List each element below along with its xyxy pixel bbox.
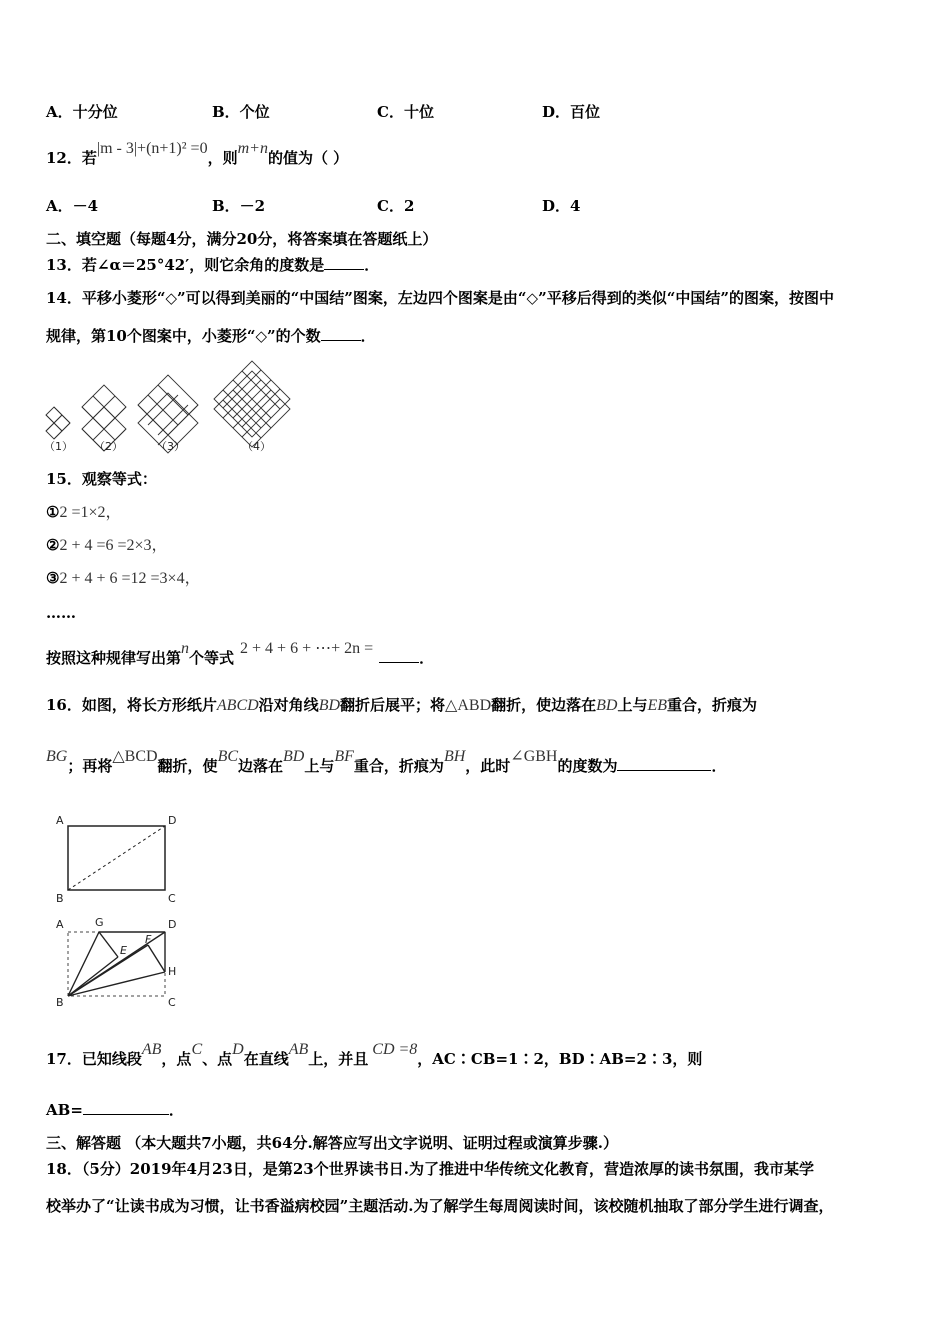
fig2-label-f: F bbox=[145, 933, 152, 946]
q12-option-d: D．4 bbox=[542, 197, 581, 215]
q13-text: 13．若∠α＝25°42′，则它余角的度数是 bbox=[46, 256, 325, 274]
q16-l2-e: 重合，折痕为 bbox=[353, 757, 444, 775]
q14-figure bbox=[44, 355, 296, 455]
q16-l2-c: 边落在 bbox=[238, 757, 284, 775]
q15-prompt-a: 按照这种规律写出第 bbox=[46, 649, 182, 667]
q16-l1-a: 16．如图，将长方形纸片 bbox=[46, 696, 217, 714]
section3-title: 三、解答题 （本大题共7小题，共64分.解答应写出文字说明、证明过程或演算步骤.） bbox=[46, 1134, 618, 1152]
q12-expression-2: m+n bbox=[237, 140, 268, 157]
segment-hf bbox=[148, 945, 165, 972]
q16-l2-f: ，此时 bbox=[465, 757, 511, 775]
q16-l1-b: 沿对角线 bbox=[258, 696, 319, 714]
q16-end: ． bbox=[711, 757, 727, 775]
q16-figure-2 bbox=[52, 914, 192, 1009]
q17-e: 在直线 bbox=[243, 1050, 289, 1068]
q13-stem bbox=[46, 255, 379, 275]
q17-cd: CD =8 bbox=[372, 1041, 418, 1058]
q16-figure-1 bbox=[52, 812, 192, 907]
q16-angle-gbh: ∠GBH bbox=[510, 748, 558, 765]
q15-eq1-text: 2 =1×2， bbox=[59, 504, 122, 521]
q16-bd: BD bbox=[318, 697, 341, 714]
q16-l2-d: 上与 bbox=[304, 757, 335, 775]
q12-option-c: C．2 bbox=[377, 197, 415, 215]
pattern-4-label: （4） bbox=[242, 440, 271, 453]
fig2-label-a: A bbox=[56, 918, 64, 931]
q16-eb: EB bbox=[647, 697, 668, 714]
q15-eq1-mark: ① bbox=[46, 503, 60, 521]
fig2-label-e: E bbox=[120, 944, 127, 957]
q13-answer-blank[interactable] bbox=[324, 255, 364, 270]
q15-prompt-b: 个等式 bbox=[189, 649, 235, 667]
pattern-1-label: （1） bbox=[44, 440, 73, 453]
q12-option-b: B．－2 bbox=[212, 197, 266, 215]
q16-abcd: ABCD bbox=[216, 697, 259, 714]
q16-bg: BG bbox=[46, 748, 68, 765]
pattern-1 bbox=[46, 407, 70, 439]
q12-expression: |m - 3|+(n+1)² =0 bbox=[96, 140, 208, 157]
q15-eq3 bbox=[46, 568, 201, 589]
q16-answer-blank[interactable] bbox=[617, 756, 711, 771]
q15-eq2 bbox=[46, 535, 168, 556]
q15-eq2-text: 2 + 4 =6 =2×3， bbox=[59, 537, 168, 554]
q17-answer bbox=[46, 1100, 184, 1120]
q15-answer-blank[interactable] bbox=[379, 648, 419, 663]
q11-option-b: B．个位 bbox=[212, 103, 270, 121]
segment-ge bbox=[99, 932, 118, 957]
q16-l2-a: ；再将 bbox=[67, 757, 113, 775]
q15-eq3-mark: ③ bbox=[46, 569, 60, 587]
fig2-label-b: B bbox=[56, 996, 64, 1009]
q16-l2-g: 的度数为 bbox=[557, 757, 618, 775]
q17-answer-blank[interactable] bbox=[83, 1100, 169, 1115]
q17-d: D bbox=[232, 1041, 244, 1058]
q16-bh: BH bbox=[443, 748, 466, 765]
q16-bd-3: BD bbox=[283, 748, 305, 765]
q12-option-a: A．－4 bbox=[46, 197, 99, 215]
pattern-4 bbox=[214, 361, 290, 447]
q16-l1-c: 翻折后展平；将 bbox=[340, 696, 446, 714]
q14-line2-text: 规律，第10个图案中，小菱形“◇”的个数 bbox=[46, 327, 321, 345]
q17-stem bbox=[46, 1041, 703, 1070]
q17-ab: AB bbox=[141, 1041, 162, 1058]
q11-option-a: A．十分位 bbox=[46, 103, 118, 121]
q15-eq1 bbox=[46, 502, 122, 523]
q14-line1: 14．平移小菱形“◇”可以得到美丽的“中国结”图案，左边四个图案是由“◇”平移后得到的类似“中国结”的图案，按图中 bbox=[46, 289, 834, 307]
q15-prompt bbox=[46, 640, 435, 669]
fig2-label-g: G bbox=[95, 916, 104, 929]
q17-a: 17．已知线段 bbox=[46, 1050, 142, 1068]
q16-l1-f: 重合，折痕为 bbox=[667, 696, 758, 714]
q17-c: C bbox=[191, 1041, 203, 1058]
q17-ab-2: AB bbox=[288, 1041, 309, 1058]
diagonal-bd bbox=[68, 826, 165, 890]
q13-end: ． bbox=[364, 256, 380, 274]
q12-mid: ，则 bbox=[207, 149, 238, 167]
q15-expression: 2 + 4 + 6 + ⋯+ 2n = bbox=[240, 640, 374, 657]
q12-number: 12．若 bbox=[46, 149, 97, 167]
q15-dots: …… bbox=[46, 604, 76, 622]
q16-line2 bbox=[46, 748, 727, 777]
q17-f: 上，并且 bbox=[308, 1050, 369, 1068]
q17-answer-label: AB= bbox=[46, 1101, 83, 1119]
q14-end: ． bbox=[360, 327, 376, 345]
q14-answer-blank[interactable] bbox=[321, 326, 361, 341]
q16-l1-d: 翻折，使边落在 bbox=[491, 696, 597, 714]
fig1-label-a: A bbox=[56, 814, 64, 827]
q18-line2: 校举办了“让读书成为习惯，让书香溢病校园”主题活动.为了解学生每周阅读时间，该校随机抽取了部分学生进行调查， bbox=[46, 1197, 834, 1215]
q12-stem bbox=[46, 140, 349, 169]
q15-title: 15．观察等式： bbox=[46, 470, 157, 488]
q16-l2-b: 翻折，使 bbox=[157, 757, 218, 775]
fig2-label-c: C bbox=[168, 996, 176, 1009]
q17-cc: 、点 bbox=[202, 1050, 233, 1068]
fig2-label-d: D bbox=[168, 918, 177, 931]
q15-end: ． bbox=[419, 649, 435, 667]
pattern-3-label: （3） bbox=[156, 440, 185, 453]
q17-g: ，AC∶CB=1∶2，BD∶AB=2∶3，则 bbox=[417, 1050, 703, 1068]
q15-eq3-text: 2 + 4 + 6 =12 =3×4， bbox=[59, 570, 201, 587]
q11-option-d: D．百位 bbox=[542, 103, 601, 121]
q16-bd-2: BD bbox=[596, 697, 618, 714]
fig1-label-c: C bbox=[168, 892, 176, 905]
q16-bf: BF bbox=[334, 748, 354, 765]
pattern-2-label: （2） bbox=[94, 440, 123, 453]
fig1-label-b: B bbox=[56, 892, 64, 905]
q17-end: ． bbox=[168, 1101, 184, 1119]
q14-line2 bbox=[46, 326, 376, 346]
q15-n: n bbox=[181, 640, 190, 657]
q11-option-c: C．十位 bbox=[377, 103, 434, 121]
fig2-label-h: H bbox=[168, 965, 177, 978]
section2-title: 二、填空题（每题4分，满分20分，将答案填在答题纸上） bbox=[46, 230, 438, 248]
q12-tail: 的值为（ ） bbox=[267, 149, 349, 167]
q16-line1 bbox=[46, 695, 757, 716]
q18-line1: 18．（5分）2019年4月23日，是第23个世界读书日.为了推进中华传统文化教育，营造浓厚的读书氛围，我市某学 bbox=[46, 1160, 814, 1178]
q16-bc: BC bbox=[217, 748, 239, 765]
q16-triangle-abd: △ABD bbox=[445, 697, 492, 714]
q17-b: ，点 bbox=[161, 1050, 192, 1068]
q16-l1-e: 上与 bbox=[617, 696, 648, 714]
fig1-label-d: D bbox=[168, 814, 177, 827]
q15-eq2-mark: ② bbox=[46, 536, 60, 554]
q16-triangle-bcd: △BCD bbox=[112, 748, 158, 765]
